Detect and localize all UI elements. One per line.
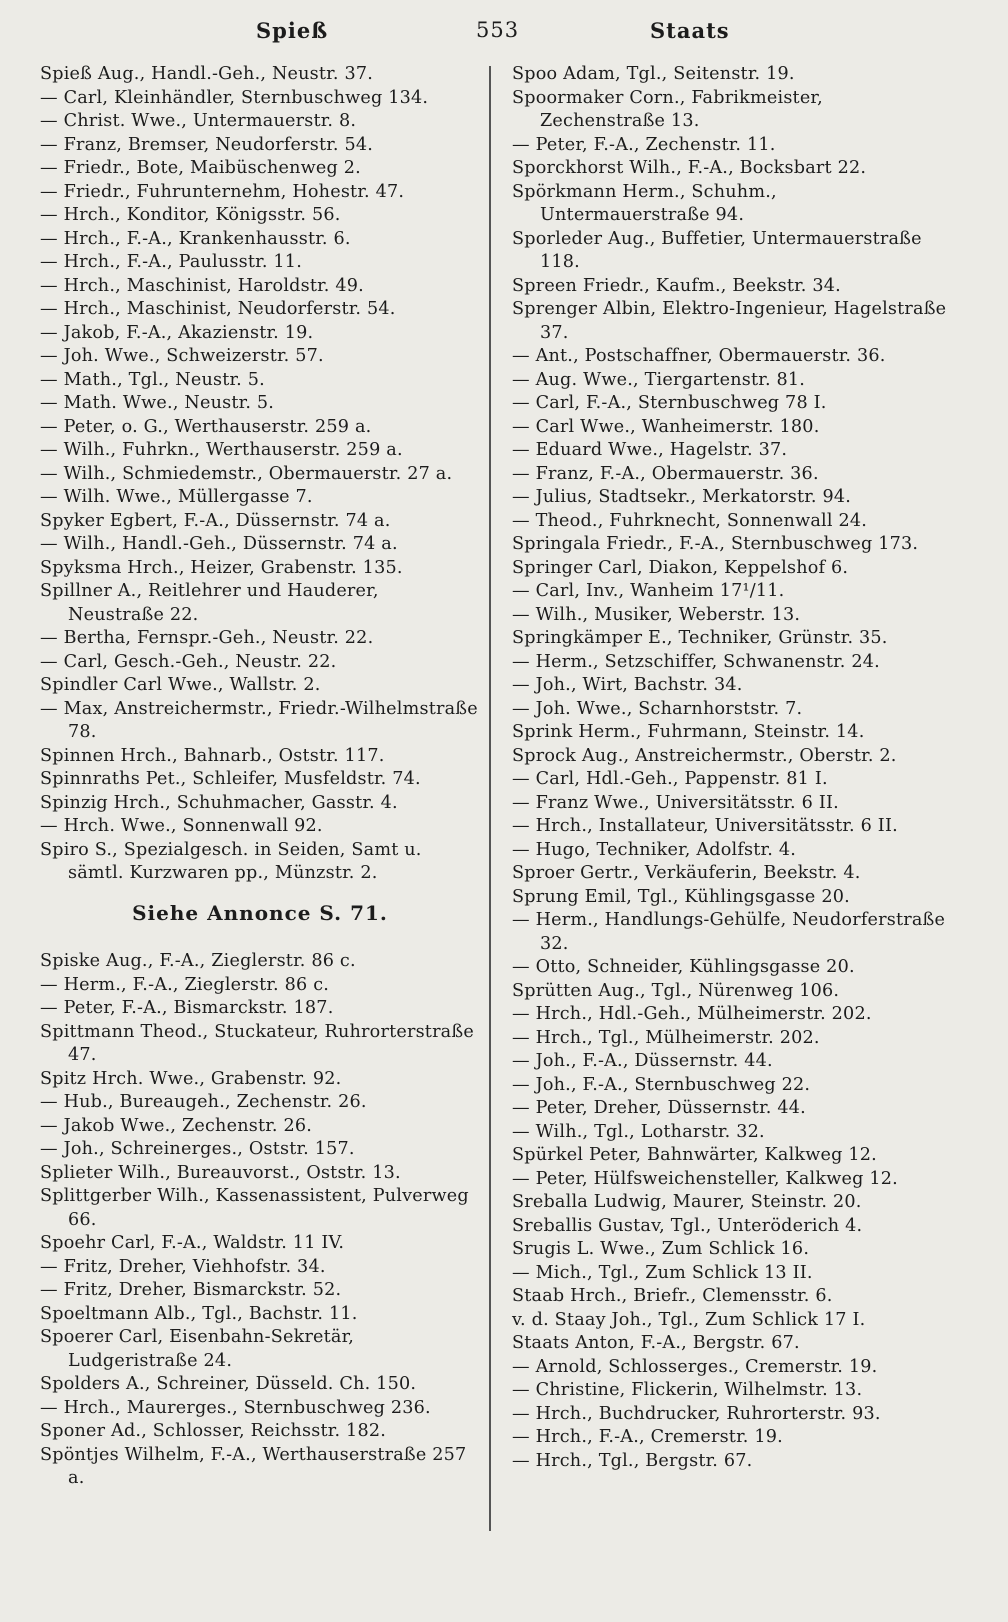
left-entry-list	[40, 63, 480, 886]
directory-entry: — Fritz, Dreher, Bismarckstr. 52.	[40, 1280, 342, 1300]
directory-entry: — Peter, o. G., Werthauserstr. 259 a.	[40, 416, 372, 437]
directory-entry: — Wilh., Tgl., Lotharstr. 32.	[512, 1121, 765, 1142]
directory-entry: Spürkel Peter, Bahnwärter, Kalkweg 12.	[512, 1145, 877, 1165]
page-header	[40, 14, 968, 54]
directory-entry: Staab Hrch., Briefr., Clemensstr. 6.	[512, 1286, 833, 1306]
directory-entry: — Bertha, Fernspr.-Geh., Neustr. 22.	[40, 628, 374, 648]
directory-entry: — Eduard Wwe., Hagelstr. 37.	[512, 440, 788, 460]
directory-entry: — Peter, Hülfsweichensteller, Kalkweg 12.	[512, 1168, 898, 1189]
directory-entry: Sprung Emil, Tgl., Kühlingsgasse 20.	[512, 886, 850, 907]
directory-entry: Spoormaker Corn., Fabrikmeister, Zechenstraße 13.	[512, 87, 823, 131]
directory-entry: — Hrch., Installateur, Universitätsstr. 6 II.	[512, 816, 898, 836]
directory-entry: Spoerer Carl, Eisenbahn-Sekretär, Ludgeristraße 24.	[40, 1327, 355, 1371]
directory-entry: — Hrch. Wwe., Sonnenwall 92.	[40, 816, 323, 836]
directory-entry: — Franz Wwe., Universitätsstr. 6 II.	[512, 792, 839, 813]
left-column	[40, 63, 480, 1491]
directory-entry: — Christine, Flickerin, Wilhelmstr. 13.	[512, 1380, 863, 1400]
directory-entry: Spinnen Hrch., Bahnarb., Oststr. 117.	[40, 745, 385, 766]
directory-entry: — Carl, Inv., Wanheim 17¹/11.	[512, 581, 785, 601]
directory-entry: — Joh., F.-A., Düssernstr. 44.	[512, 1051, 773, 1071]
directory-entry: — Carl, Gesch.-Geh., Neustr. 22.	[40, 651, 337, 672]
directory-entry: Spöntjes Wilhelm, F.-A., Werthauserstraße 257 a.	[40, 1444, 467, 1488]
directory-entry: — Herm., Setzschiffer, Schwanenstr. 24.	[512, 651, 880, 672]
directory-entry: — Fritz, Dreher, Viehhofstr. 34.	[40, 1256, 326, 1277]
directory-entry: — Hrch., F.-A., Cremerstr. 19.	[512, 1427, 783, 1447]
directory-entry: — Jakob, F.-A., Akazienstr. 19.	[40, 322, 314, 343]
directory-entry: Sproer Gertr., Verkäuferin, Beekstr. 4.	[512, 863, 861, 883]
directory-entry: Spoeltmann Alb., Tgl., Bachstr. 11.	[40, 1303, 358, 1324]
directory-entry: — Hrch., Tgl., Mülheimerstr. 202.	[512, 1027, 820, 1048]
directory-entry: Springer Carl, Diakon, Keppelshof 6.	[512, 557, 849, 578]
directory-entry: Sprink Herm., Fuhrmann, Steinstr. 14.	[512, 722, 865, 742]
column-divider	[489, 66, 491, 1531]
directory-entry: — Peter, Dreher, Düssernstr. 44.	[512, 1098, 806, 1118]
directory-entry: — Joh. Wwe., Schweizerstr. 57.	[40, 346, 324, 366]
annonce-notice: Siehe Annonce S. 71.	[132, 900, 388, 925]
directory-entry: Spyker Egbert, F.-A., Düssernstr. 74 a.	[40, 510, 391, 531]
directory-entry: — Joh., Wirt, Bachstr. 34.	[512, 675, 743, 695]
directory-entry: — Hrch., Maschinist, Neudorferstr. 54.	[40, 299, 396, 319]
directory-entry: Sprütten Aug., Tgl., Nürenweg 106.	[512, 980, 840, 1001]
directory-entry: — Hub., Bureaugeh., Zechenstr. 26.	[40, 1092, 367, 1112]
directory-entry: Staats Anton, F.-A., Bergstr. 67.	[512, 1333, 800, 1353]
directory-entry: Srugis L. Wwe., Zum Schlick 16.	[512, 1239, 810, 1259]
directory-entry: Spiro S., Spezialgesch. in Seiden, Samt u. sämtl. Kurzwaren pp., Münzstr. 2.	[40, 839, 422, 883]
right-column	[512, 63, 952, 1473]
directory-entry: — Wilh., Fuhrkn., Werthauserstr. 259 a.	[40, 440, 403, 460]
directory-entry: Spiske Aug., F.-A., Zieglerstr. 86 c.	[40, 951, 356, 971]
directory-entry: — Joh., F.-A., Sternbuschweg 22.	[512, 1074, 811, 1095]
directory-entry: — Mich., Tgl., Zum Schlick 13 II.	[512, 1262, 813, 1283]
directory-entry: Sporckhorst Wilh., F.-A., Bocksbart 22.	[512, 158, 867, 178]
directory-entry: Sponer Ad., Schlosser, Reichsstr. 182.	[40, 1421, 387, 1441]
directory-entry: — Carl, Hdl.-Geh., Pappenstr. 81 I.	[512, 769, 828, 789]
header-left-keyword: Spieß	[256, 18, 329, 43]
directory-entry: — Aug. Wwe., Tiergartenstr. 81.	[512, 369, 806, 390]
directory-entry: Spörkmann Herm., Schuhm., Untermauerstraße 94.	[512, 181, 777, 225]
directory-entry: — Hrch., F.-A., Krankenhausstr. 6.	[40, 228, 351, 249]
directory-entry: Splieter Wilh., Bureauvorst., Oststr. 13.	[40, 1162, 401, 1183]
directory-entry: — Hrch., F.-A., Paulusstr. 11.	[40, 252, 302, 272]
directory-entry: — Franz, Bremser, Neudorferstr. 54.	[40, 134, 374, 155]
directory-entry: — Julius, Stadtsekr., Merkatorstr. 94.	[512, 487, 852, 507]
directory-entry: Spillner A., Reitlehrer und Hauderer, Neustraße 22.	[40, 581, 379, 625]
directory-entry: — Otto, Schneider, Kühlingsgasse 20.	[512, 957, 855, 977]
directory-entry: Spittmann Theod., Stuckateur, Ruhrorterstraße 47.	[40, 1021, 474, 1065]
directory-entry: Spitz Hrch. Wwe., Grabenstr. 92.	[40, 1068, 342, 1089]
directory-entry: — Theod., Fuhrknecht, Sonnenwall 24.	[512, 510, 868, 531]
directory-entry: Sreballa Ludwig, Maurer, Steinstr. 20.	[512, 1192, 862, 1212]
directory-entry: Spreen Friedr., Kaufm., Beekstr. 34.	[512, 275, 841, 296]
directory-entry: Spindler Carl Wwe., Wallstr. 2.	[40, 675, 321, 695]
directory-entry: — Friedr., Bote, Maibüschenweg 2.	[40, 158, 361, 178]
directory-entry: — Wilh., Handl.-Geh., Düssernstr. 74 a.	[40, 534, 398, 554]
directory-entry: Spieß Aug., Handl.-Geh., Neustr. 37.	[40, 64, 374, 84]
page-number: 553	[476, 18, 520, 42]
directory-entry: — Hrch., Tgl., Bergstr. 67.	[512, 1450, 753, 1471]
directory-entry: — Christ. Wwe., Untermauerstr. 8.	[40, 111, 357, 131]
directory-entry: Sprenger Albin, Elektro-Ingenieur, Hagelstraße 37.	[512, 299, 947, 343]
directory-entry: Spyksma Hrch., Heizer, Grabenstr. 135.	[40, 557, 403, 578]
directory-entry: — Hrch., Maschinist, Haroldstr. 49.	[40, 275, 364, 296]
directory-entry: Spolders A., Schreiner, Düsseld. Ch. 150.	[40, 1374, 417, 1394]
directory-entry: — Hrch., Konditor, Königsstr. 56.	[40, 205, 341, 225]
directory-entry: Sprock Aug., Anstreichermstr., Oberstr. 2.	[512, 745, 897, 766]
directory-entry: v. d. Staay Joh., Tgl., Zum Schlick 17 I.	[512, 1309, 866, 1330]
directory-entry: — Wilh., Musiker, Weberstr. 13.	[512, 604, 801, 625]
directory-entry: Spinnraths Pet., Schleifer, Musfeldstr. 74.	[40, 769, 421, 789]
directory-entry: Spoo Adam, Tgl., Seitenstr. 19.	[512, 64, 795, 84]
directory-entry: — Hugo, Techniker, Adolfstr. 4.	[512, 839, 797, 860]
directory-entry: Spinzig Hrch., Schuhmacher, Gasstr. 4.	[40, 792, 398, 813]
directory-entry: — Herm., Handlungs-Gehülfe, Neudorferstraße 32.	[512, 910, 946, 954]
directory-entry: — Wilh., Schmiedemstr., Obermauerstr. 27 a.	[40, 463, 453, 484]
directory-entry: — Math., Tgl., Neustr. 5.	[40, 369, 265, 390]
directory-entry: — Ant., Postschaffner, Obermauerstr. 36.	[512, 346, 886, 366]
directory-entry: — Hrch., Buchdrucker, Ruhrorterstr. 93.	[512, 1403, 881, 1424]
directory-entry: Springkämper E., Techniker, Grünstr. 35.	[512, 628, 888, 648]
directory-entry: — Max, Anstreichermstr., Friedr.-Wilhelmstraße 78.	[40, 698, 478, 742]
directory-entry: Spoehr Carl, F.-A., Waldstr. 11 IV.	[40, 1233, 345, 1253]
directory-entry: Sporleder Aug., Buffetier, Untermauerstraße 118.	[512, 228, 922, 272]
directory-entry: — Jakob Wwe., Zechenstr. 26.	[40, 1115, 313, 1136]
directory-entry: — Math. Wwe., Neustr. 5.	[40, 393, 275, 413]
directory-entry: Sreballis Gustav, Tgl., Unteröderich 4.	[512, 1215, 863, 1236]
directory-entry: — Peter, F.-A., Zechenstr. 11.	[512, 134, 776, 155]
directory-entry: Springala Friedr., F.-A., Sternbuschweg 173.	[512, 534, 919, 554]
directory-entry: — Carl, F.-A., Sternbuschweg 78 I.	[512, 393, 827, 413]
directory-entry: — Carl Wwe., Wanheimerstr. 180.	[512, 416, 820, 437]
header-right-keyword: Staats	[650, 18, 730, 43]
directory-entry: Splittgerber Wilh., Kassenassistent, Pulverweg 66.	[40, 1186, 469, 1230]
directory-entry: — Hrch., Hdl.-Geh., Mülheimerstr. 202.	[512, 1004, 872, 1024]
directory-entry: — Joh., Schreinerges., Oststr. 157.	[40, 1139, 355, 1159]
directory-entry: — Wilh. Wwe., Müllergasse 7.	[40, 487, 313, 507]
directory-entry: — Friedr., Fuhrunternehm, Hohestr. 47.	[40, 181, 405, 202]
directory-entry: — Carl, Kleinhändler, Sternbuschweg 134.	[40, 87, 429, 108]
directory-entry: — Herm., F.-A., Zieglerstr. 86 c.	[40, 974, 330, 995]
right-entry-list	[512, 63, 952, 1473]
directory-entry: — Hrch., Maurerges., Sternbuschweg 236.	[40, 1397, 431, 1418]
directory-entry: — Arnold, Schlosserges., Cremerstr. 19.	[512, 1356, 878, 1377]
directory-entry: — Peter, F.-A., Bismarckstr. 187.	[40, 998, 334, 1018]
directory-entry: — Franz, F.-A., Obermauerstr. 36.	[512, 463, 819, 484]
directory-entry: — Joh. Wwe., Scharnhorststr. 7.	[512, 698, 803, 719]
left-entry-list-continued	[40, 950, 480, 1491]
